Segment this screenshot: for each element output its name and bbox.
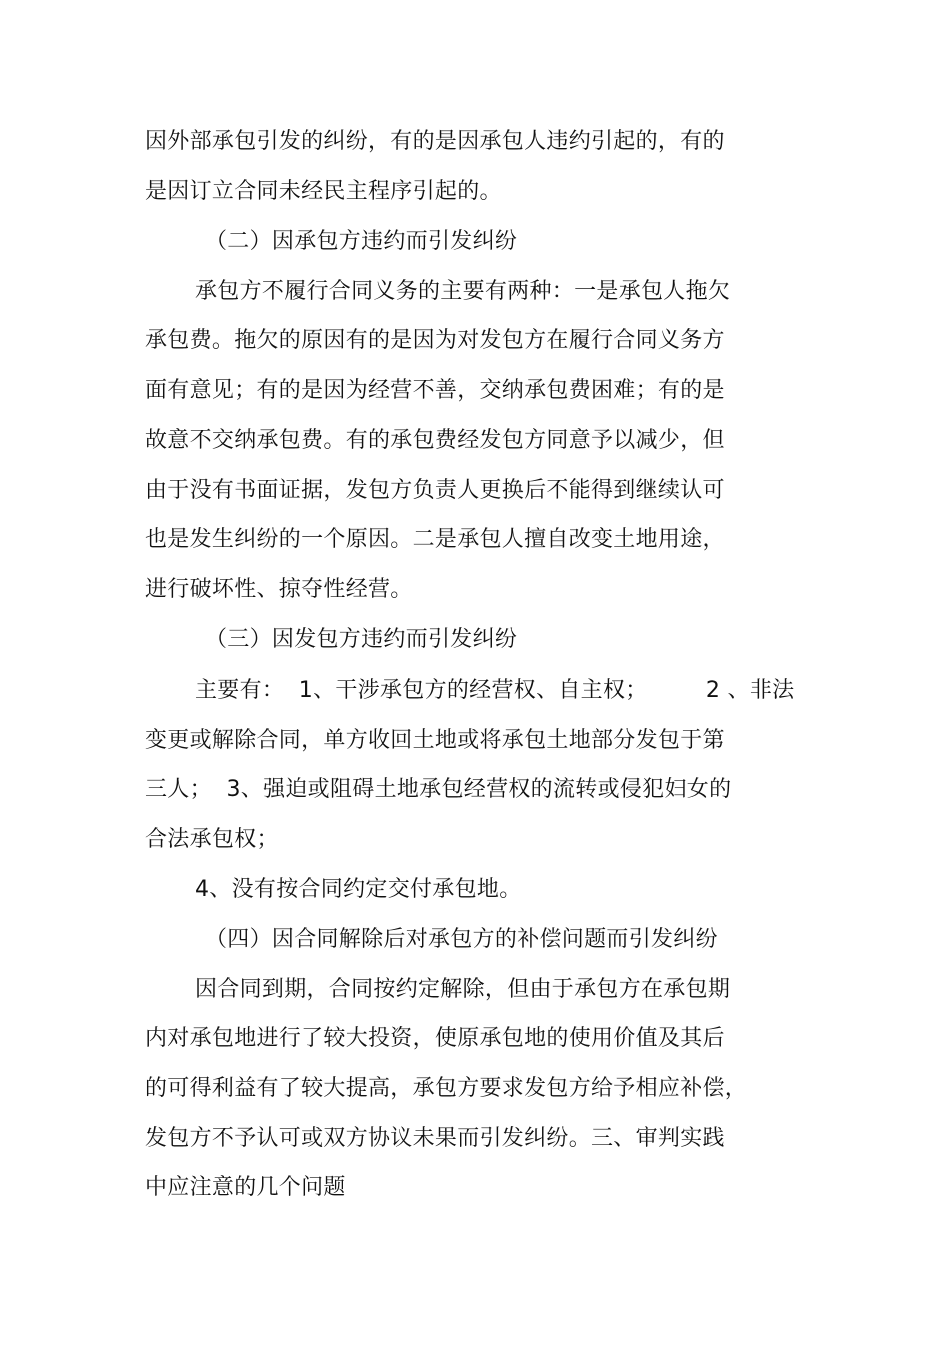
- text-line: 故意不交纳承包费。有的承包费经发包方同意予以减少，但: [145, 428, 725, 453]
- text-line: 承包方不履行合同义务的主要有两种：一是承包人拖欠: [195, 279, 731, 304]
- text-line: 内对承包地进行了较大投资，使原承包地的使用价值及其后: [145, 1026, 725, 1051]
- text-line: 4、没有按合同约定交付承包地。: [195, 877, 522, 902]
- section-heading: （三）因发包方违约而引发纠纷: [205, 627, 518, 652]
- text-line: 是因订立合同未经民主程序引起的。: [145, 179, 502, 204]
- text-line: 中应注意的几个问题: [145, 1175, 346, 1200]
- text-line: 的可得利益有了较大提高，承包方要求发包方给予相应补偿，: [145, 1076, 748, 1101]
- text-line: 因合同到期，合同按约定解除，但由于承包方在承包期: [195, 977, 731, 1002]
- text-line: 主要有： 1、干涉承包方的经营权、自主权； 2 、非法: [195, 678, 795, 703]
- section-heading: （四）因合同解除后对承包方的补偿问题而引发纠纷: [205, 927, 718, 952]
- text-line: 承包费。拖欠的原因有的是因为对发包方在履行合同义务方: [145, 328, 725, 353]
- text-line: 变更或解除合同，单方收回土地或将承包土地部分发包于第: [145, 728, 725, 753]
- text-line: 因外部承包引发的纠纷，有的是因承包人违约引起的，有的: [145, 129, 725, 154]
- text-line: 进行破坏性、掠夺性经营。: [145, 577, 413, 602]
- text-line: 合法承包权；: [145, 827, 279, 852]
- text-line: 面有意见；有的是因为经营不善，交纳承包费困难；有的是: [145, 378, 725, 403]
- text-line: 也是发生纠纷的一个原因。二是承包人擅自改变土地用途，: [145, 527, 725, 552]
- text-line: 由于没有书面证据，发包方负责人更换后不能得到继续认可: [145, 478, 725, 503]
- text-line: 三人； 3、强迫或阻碍土地承包经营权的流转或侵犯妇女的: [145, 777, 732, 802]
- section-heading: （二）因承包方违约而引发纠纷: [205, 229, 518, 254]
- text-line: 发包方不予认可或双方协议未果而引发纠纷。三、审判实践: [145, 1126, 725, 1151]
